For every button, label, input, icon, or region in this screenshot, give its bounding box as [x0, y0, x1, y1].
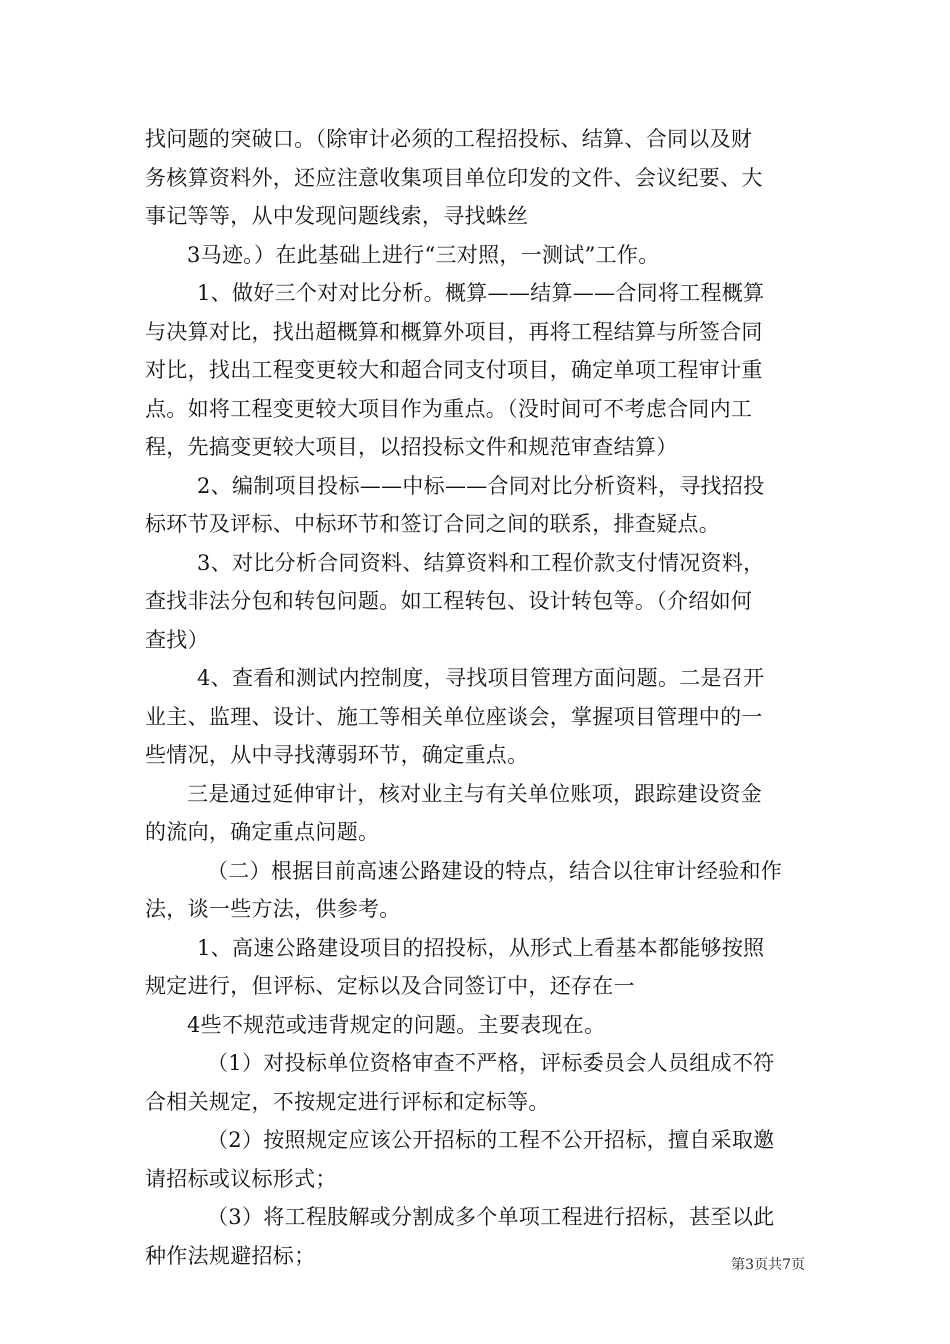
text-line: 查找）: [145, 627, 209, 652]
text-line: 事记等等，从中发现问题线索，寻找蛛丝: [145, 204, 529, 228]
text-line: 的流向，确定重点问题。: [145, 820, 380, 844]
text-line: 三是通过延伸审计，核对业主与有关单位账项，跟踪建设资金: [187, 781, 763, 806]
text-line: 1、做好三个对对比分析。概算——结算——合同将工程概算: [197, 281, 765, 305]
text-line: （2）按照规定应该公开招标的工程不公开招标，擅自采取邀: [207, 1128, 775, 1152]
text-line: （二）根据目前高速公路建设的特点，结合以往审计经验和作: [207, 858, 783, 883]
text-line: 规定进行，但评标、定标以及合同签订中，还存在一: [145, 974, 635, 998]
text-line: 种作法规避招标；: [145, 1243, 316, 1268]
text-line: 3、对比分析合同资料、结算资料和工程价款支付情况资料，: [197, 550, 765, 575]
text-line: 些情况，从中寻找薄弱环节，确定重点。: [145, 743, 529, 767]
text-line: 程，先搞变更较大项目，以招投标文件和规范审查结算）: [145, 435, 678, 459]
text-line: 2、编制项目投标——中标——合同对比分析资料，寻找招投: [197, 473, 765, 498]
text-line: 与决算对比，找出超概算和概算外项目，再将工程结算与所签合同: [145, 319, 763, 344]
text-line: 请招标或议标形式；: [145, 1166, 337, 1191]
text-line: 法，谈一些方法，供参考。: [145, 897, 401, 921]
text-line: 1、高速公路建设项目的招投标，从形式上看基本都能够按照: [197, 935, 765, 960]
document-body: [145, 120, 810, 1275]
text-line: 标环节及评标、中标环节和签订合同之间的联系，排查疑点。: [145, 512, 721, 536]
text-line: 4、查看和测试内控制度，寻找项目管理方面问题。二是召开: [197, 666, 765, 690]
text-line: 点。如将工程变更较大项目作为重点。（没时间可不考虑合同内工: [145, 396, 753, 421]
text-line: 3马迹。）在此基础上进行“三对照，一测试”工作。: [187, 242, 660, 267]
text-line: （3）将工程肢解或分割成多个单项工程进行招标，甚至以此: [207, 1205, 775, 1229]
text-line: 合相关规定，不按规定进行评标和定标等。: [145, 1089, 550, 1114]
text-line: 4些不规范或违背规定的问题。主要表现在。: [187, 1012, 606, 1037]
text-line: 务核算资料外，还应注意收集项目单位印发的文件、会议纪要、大: [145, 165, 763, 190]
text-line: 找问题的突破口。（除审计必须的工程招投标、结算、合同以及财: [145, 127, 753, 151]
text-line: 查找非法分包和转包问题。如工程转包、设计转包等。（介绍如何: [145, 589, 753, 613]
page-number-footer: 第3页共7页: [731, 1257, 805, 1273]
text-line: （1）对投标单位资格审查不严格，评标委员会人员组成不符: [207, 1051, 775, 1075]
text-line: 对比，找出工程变更较大和超合同支付项目，确定单项工程审计重: [145, 358, 763, 382]
text-line: 业主、监理、设计、施工等相关单位座谈会，掌握项目管理中的一: [145, 704, 763, 729]
